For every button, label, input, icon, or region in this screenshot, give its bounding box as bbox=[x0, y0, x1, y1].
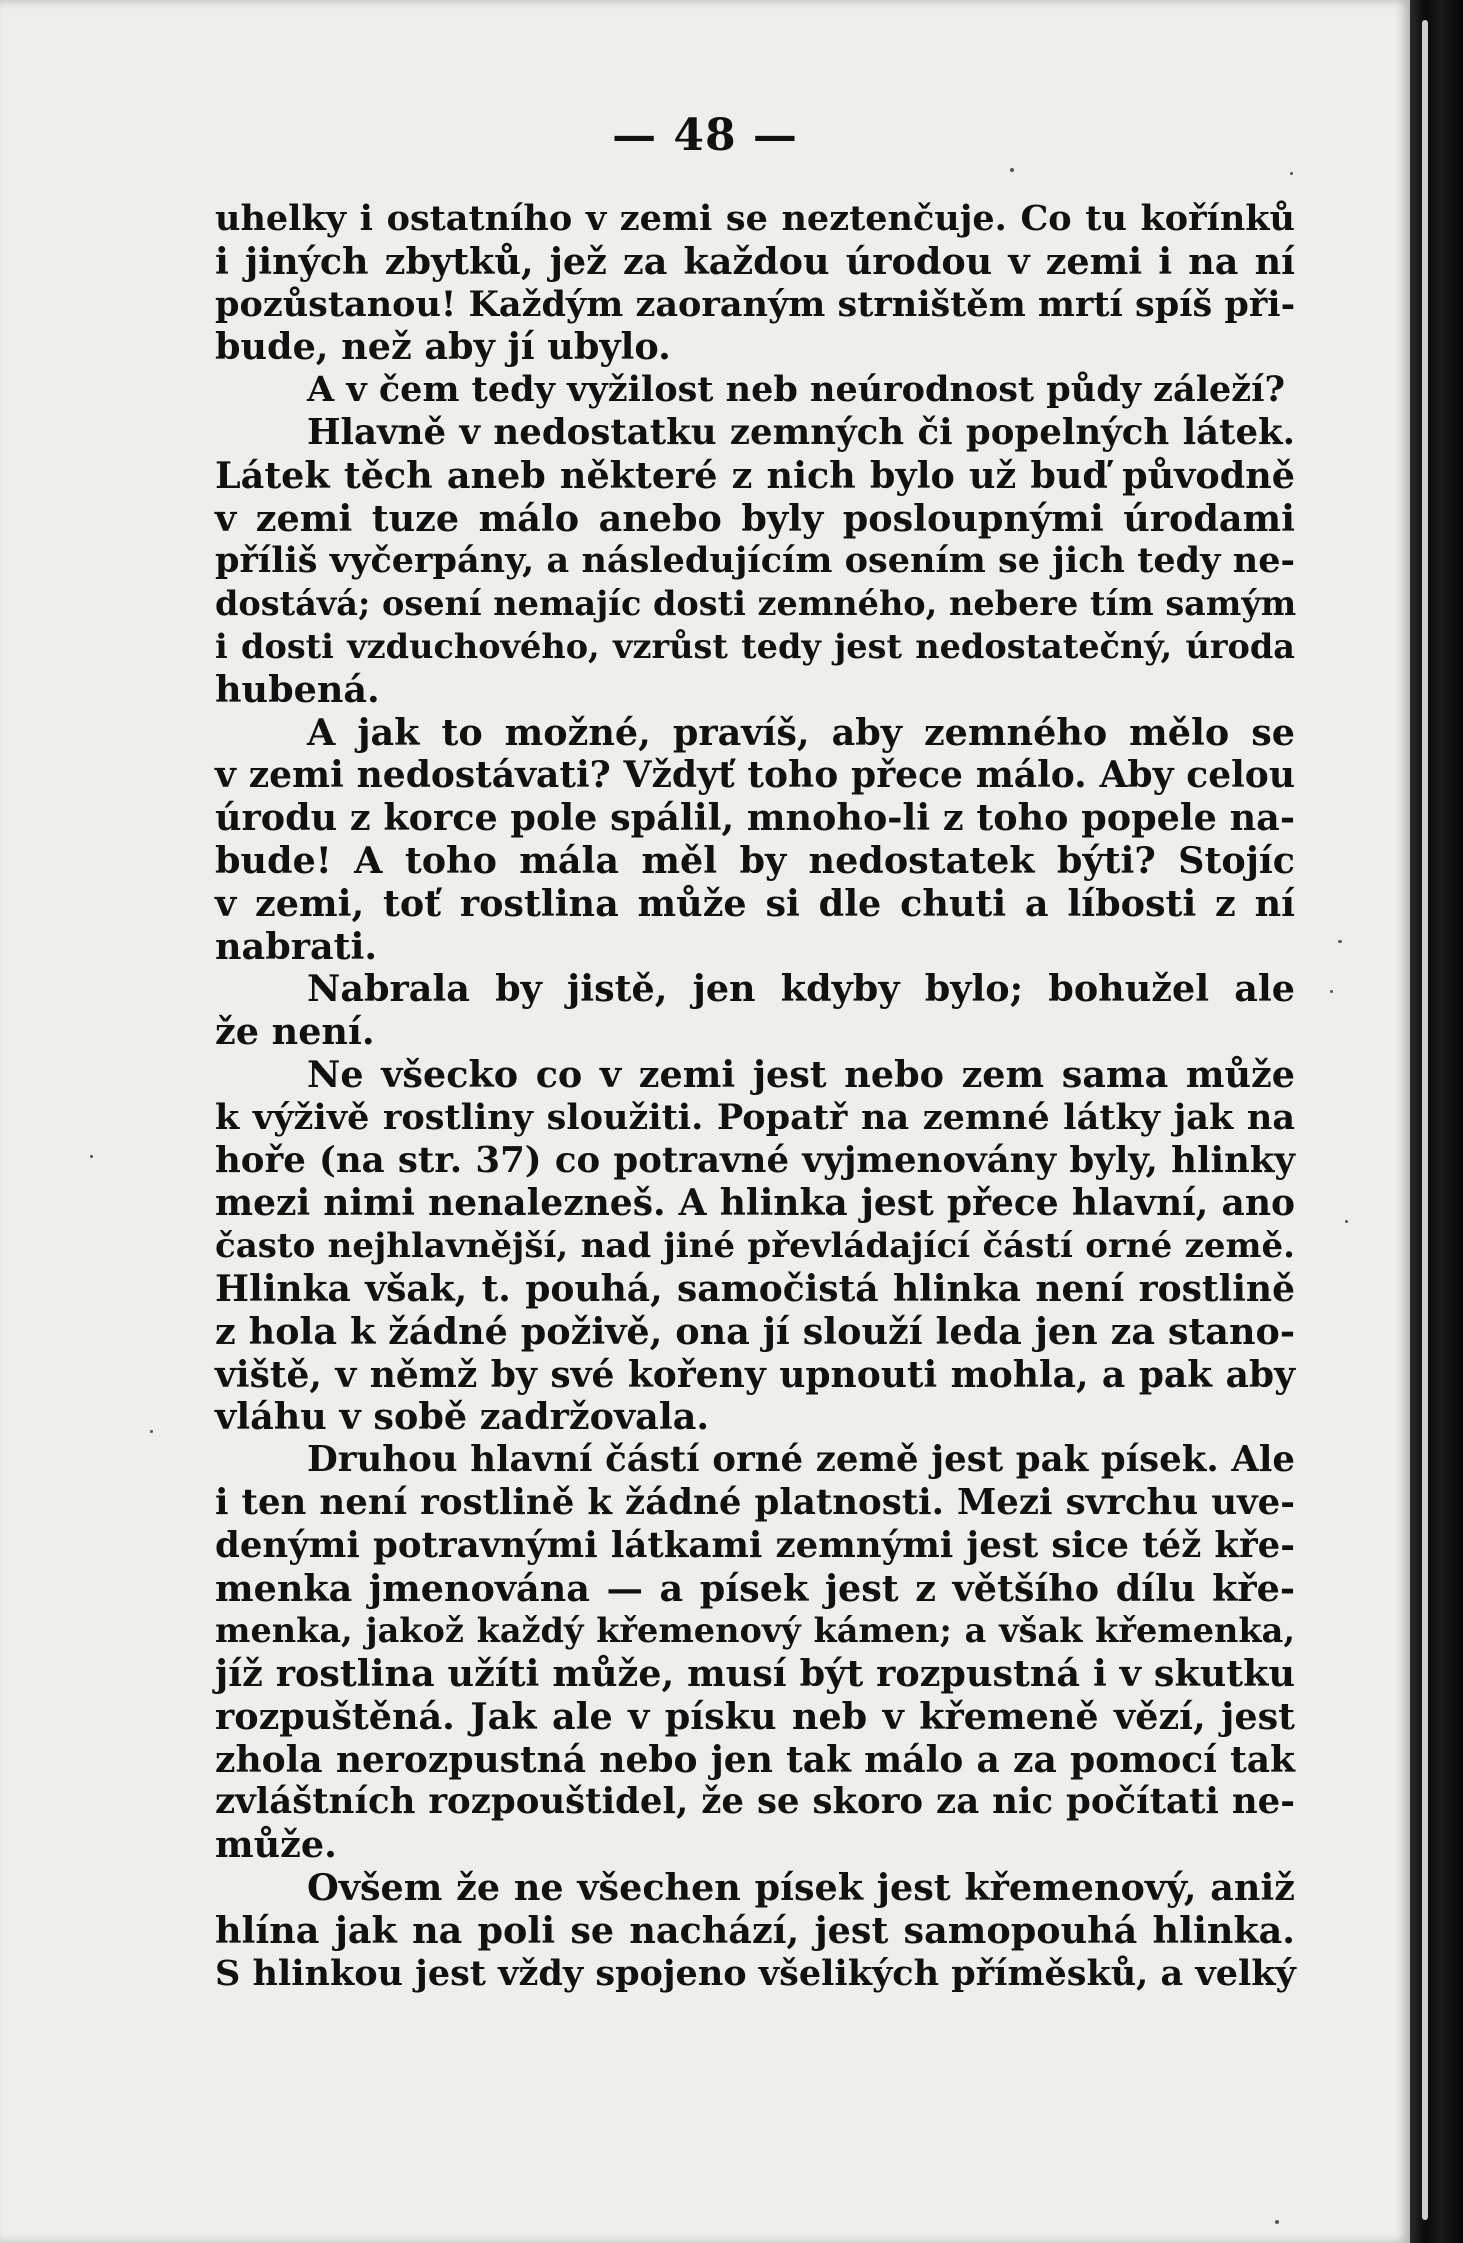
text-line: Hlinka však, t. pouhá, samočistá hlinka není rostlině bbox=[215, 1267, 1295, 1310]
text-line: dostává; osení nemajíc dosti zemného, nebere tím samým bbox=[215, 584, 1297, 624]
text-line: hlína jak na poli se nachází, jest samopouhá hlinka. bbox=[215, 1908, 1295, 1952]
text-line: příliš vyčerpány, a následujícím osením se jich tedy ne- bbox=[215, 540, 1295, 582]
text-line: bude, než aby jí ubylo. bbox=[215, 325, 671, 369]
text-line: hubená. bbox=[215, 667, 380, 711]
text-line: Druhou hlavní částí orné země jest pak písek. Ale bbox=[307, 1439, 1295, 1481]
adjacent-page-edge bbox=[1422, 20, 1428, 2220]
text-line: A v čem tedy vyžilost neb neúrodnost půdy záleží? bbox=[307, 369, 1285, 411]
text-line: denými potravnými látkami zemnými jest sice též kře- bbox=[215, 1524, 1295, 1566]
print-speck bbox=[150, 1430, 153, 1433]
text-line: i jiných zbytků, jež za každou úrodou v zemi i na ní bbox=[215, 239, 1295, 283]
text-line: Nabrala by jistě, jen kdyby bylo; bohužel ale bbox=[307, 967, 1295, 1011]
text-line: může. bbox=[215, 1823, 337, 1867]
print-speck bbox=[1275, 2220, 1279, 2224]
text-line: S hlinkou jest vždy spojeno všelikých příměsků, a velký bbox=[215, 1952, 1296, 1994]
text-line: nabrati. bbox=[215, 924, 378, 968]
text-line: zvláštních rozpouštidel, že se skoro za nic počítati ne- bbox=[215, 1781, 1295, 1823]
text-line: v zemi nedostávati? Vždyť toho přece málo. Aby celou bbox=[215, 754, 1295, 797]
print-speck bbox=[1010, 168, 1014, 172]
text-line: bude! A toho mála měl by nedostatek býti? Stojíc bbox=[215, 838, 1295, 882]
text-line: uhelky i ostatního v zemi se neztenčuje. Co tu kořínků bbox=[215, 198, 1295, 239]
print-speck bbox=[1330, 990, 1333, 993]
text-line: Látek těch aneb některé z nich bylo už buď původně bbox=[215, 453, 1295, 497]
text-line: viště, v němž by své kořeny upnouti mohla, a pak aby bbox=[215, 1353, 1295, 1396]
text-line: menka, jakož každý křemenový kámen; a však křemenka, bbox=[215, 1611, 1295, 1651]
text-line: menka jmenována — a písek jest z většího dílu kře- bbox=[215, 1566, 1295, 1610]
body-text bbox=[215, 198, 1295, 1995]
text-line: v zemi tuze málo anebo byly posloupnými úrodami bbox=[215, 496, 1295, 540]
text-line: jíž rostlina užíti může, musí být rozpustná i v skutku bbox=[215, 1652, 1295, 1696]
text-line: hoře (na str. 37) co potravné vyjmenovány byly, hlinky bbox=[215, 1139, 1295, 1181]
text-line: mezi nimi nenalezneš. A hlinka jest přece hlavní, ano bbox=[215, 1182, 1295, 1225]
text-line: i ten není rostlině k žádné platnosti. Mezi svrchu uve- bbox=[215, 1481, 1295, 1523]
book-gutter bbox=[1410, 0, 1463, 2243]
text-line: v zemi, toť rostlina může si dle chuti a líbosti z ní bbox=[215, 881, 1295, 925]
text-line: Ne všecko co v zemi jest nebo zem sama může bbox=[307, 1052, 1295, 1096]
text-line: pozůstanou! Každým zaoraným strništěm mrtí spíš při- bbox=[215, 283, 1296, 325]
print-speck bbox=[1345, 1220, 1348, 1223]
print-speck bbox=[90, 1155, 93, 1158]
page-number: — 48 — bbox=[612, 110, 798, 161]
text-line: A jak to možné, pravíš, aby zemného mělo se bbox=[307, 710, 1295, 754]
text-line: Hlavně v nedostatku zemných či popelných látek. bbox=[307, 411, 1295, 453]
text-line: vláhu v sobě zadržovala. bbox=[215, 1395, 710, 1439]
text-line: z hola k žádné poživě, ona jí slouží leda jen za stano- bbox=[215, 1309, 1295, 1353]
print-speck bbox=[1338, 940, 1342, 943]
text-line: k výživě rostliny sloužiti. Popatř na zemné látky jak na bbox=[215, 1096, 1295, 1138]
text-line: úrodu z korce pole spálil, mnoho-li z toho popele na- bbox=[215, 796, 1295, 840]
text-line: rozpuštěná. Jak ale v písku neb v křemeně vězí, jest bbox=[215, 1694, 1295, 1738]
print-speck bbox=[1290, 172, 1293, 175]
text-line: i dosti vzduchového, vzrůst tedy jest nedostatečný, úroda bbox=[215, 626, 1295, 666]
text-line: často nejhlavnější, nad jiné převládající částí orné země. bbox=[215, 1226, 1295, 1267]
text-line: Ovšem že ne všechen písek jest křemenový, aniž bbox=[307, 1866, 1295, 1910]
text-line: že není. bbox=[215, 1010, 375, 1054]
text-line: zhola nerozpustná nebo jen tak málo a za pomocí tak bbox=[215, 1738, 1295, 1781]
